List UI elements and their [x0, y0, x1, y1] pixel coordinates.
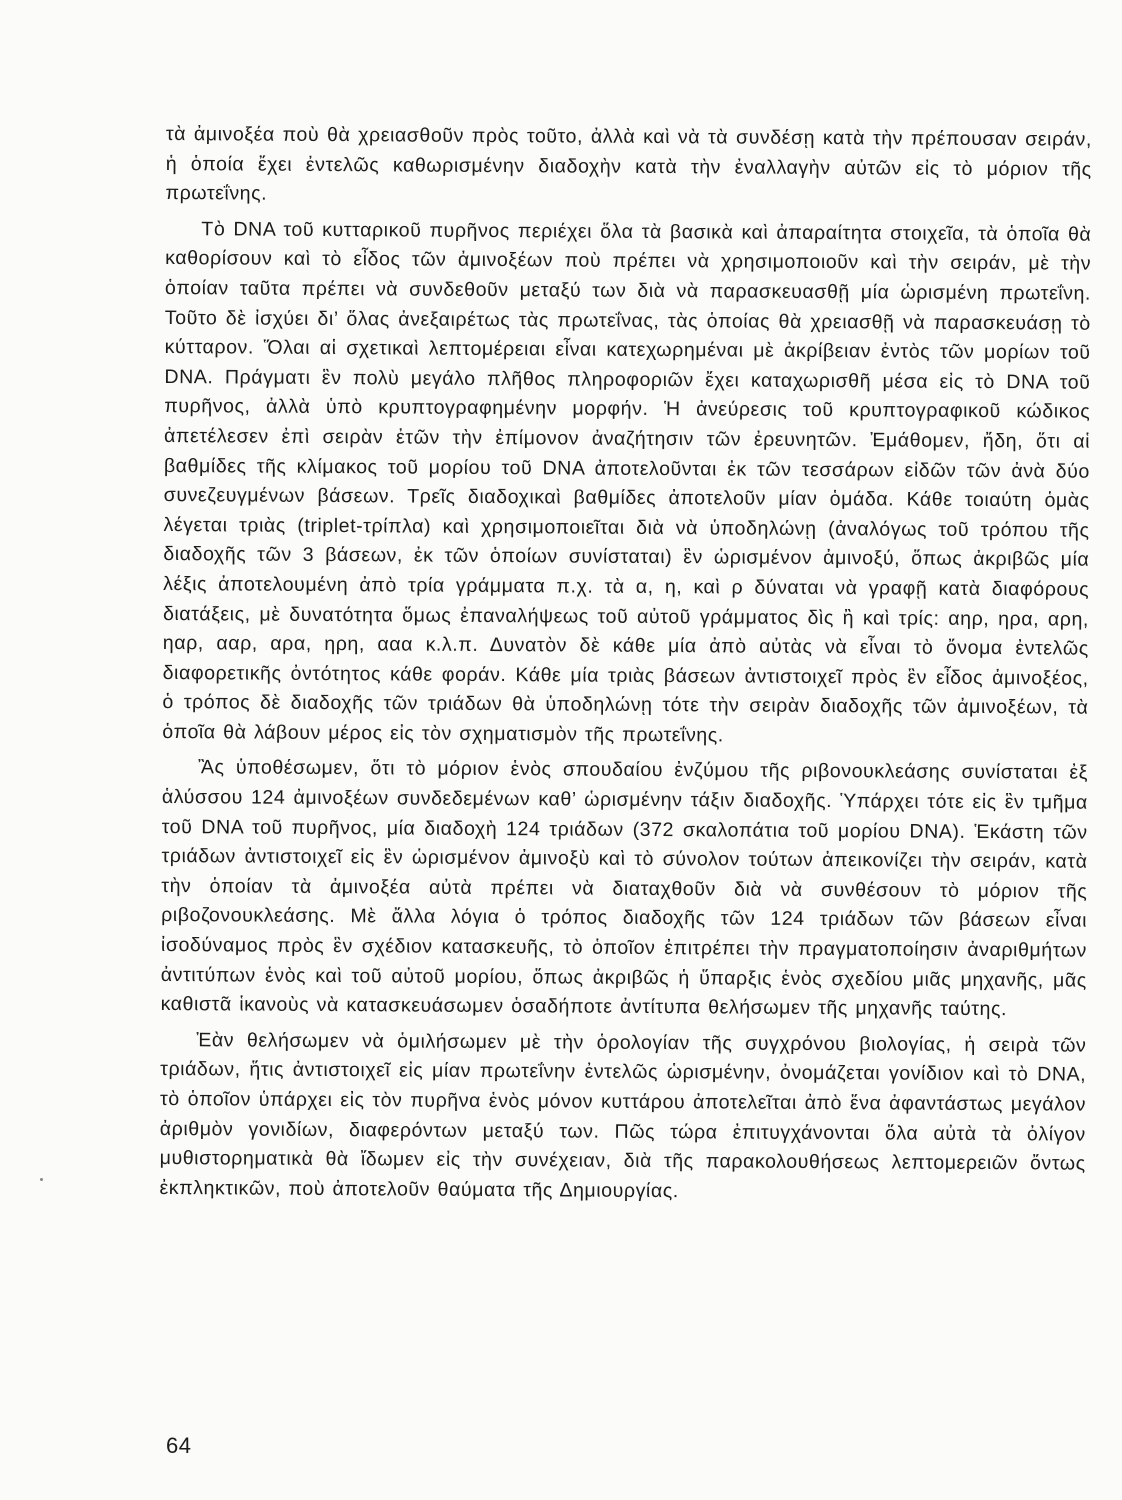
- paragraph-3: Ἂς ὑποθέσωμεν, ὅτι τὸ μόριον ἑνὸς σπουδαίου ἐνζύμου τῆς ριβονουκλεάσης συνίσταται ἐξ ἁλύσσου 124 ἀμινοξέων συνδεδεμένων καθ’ ὡρισμένην τάξιν διαδοχῆς. Ὑπάρχει τότε εἰς ἓν τμῆμα τοῦ DNA τοῦ πυρῆνος, μία διαδοχὴ 124 τριάδων (372 σκαλοπάτια τοῦ μορίου DNA). Ἑκάστη τῶν τριάδων ἀντιστοιχεῖ εἰς ἓν ὡρισμένον ἀμινοξὺ καὶ τὸ σύνολον τούτων ἀπεικονίζει τὴν σειράν, κατὰ τὴν ὁποίαν τὰ ἀμινοξέα αὐτὰ πρέπει νὰ διαταχθοῦν διὰ νὰ συνθέσουν τὸ μόριον τῆς ριβοζονουκλεάσης. Μὲ ἄλλα λόγια ὁ τρόπος διαδοχῆς τῶν 124 τριάδων τῶν βάσεων εἶναι ἰσοδύναμος πρὸς ἓν σχέδιον κατασκευῆς, τὸ ὁποῖον ἐπιτρέπει τὴν πραγματοποίησιν ἀναριθμήτων ἀντιτύπων ἑνὸς καὶ τοῦ αὐτοῦ μορίου, ὅπως ἀκριβῶς ἡ ὕπαρξις ἑνὸς σχεδίου μιᾶς μηχανῆς, μᾶς καθιστᾶ ἱκανοὺς νὰ κατασκευάσωμεν ὁσαδήποτε ἀντίτυπα θελήσωμεν τῆς μηχανῆς ταύτης.: [160, 756, 1089, 1021]
- paragraph-1: τὰ ἀμινοξέα ποὺ θὰ χρειασθοῦν πρὸς τοῦτο, ἀλλὰ καὶ νὰ τὰ συνδέσῃ κατὰ τὴν πρέπουσαν σειράν, ἡ ὁποία ἔχει ἐντελῶς καθωρισμένην διαδοχὴν κατὰ τὴν ἐναλλαγὴν αὐτῶν εἰς τὸ μόριον τῆς πρωτεΐνης.: [165, 122, 1092, 205]
- page-number: 64: [166, 1433, 192, 1458]
- body-text: [159, 120, 1092, 1215]
- paragraph-4: Ἐὰν θελήσωμεν νὰ ὁμιλήσωμεν μὲ τὴν ὁρολογίαν τῆς συγχρόνου βιολογίας, ἡ σειρὰ τῶν τριάδων, ἥτις ἀντιστοιχεῖ εἰς μίαν πρωτεΐνην ἐντελῶς ὡρισμένην, ὀνομάζεται γονίδιον καὶ τὸ DNA, τὸ ὁποῖον ὑπάρχει εἰς τὸν πυρῆνα ἑνὸς μόνον κυττάρου ἀποτελεῖται ἀπὸ ἕνα ἀφαντάστως μεγάλον ἀριθμὸν γονιδίων, διαφερόντων μεταξύ των. Πῶς τώρα ἐπιτυγχάνονται ὅλα αὐτὰ τὰ ὀλίγον μυθιστορηματικὰ θὰ ἴδωμεν εἰς τὴν συνέχειαν, διὰ τῆς παρακολουθήσεως λεπτομερειῶν ὄντως ἐκπληκτικῶν, ποὺ ἀποτελοῦν θαύματα τῆς Δημιουργίας.: [159, 1029, 1087, 1202]
- scan-speck: [40, 1178, 43, 1181]
- paragraph-2: Τὸ DNA τοῦ κυτταρικοῦ πυρῆνος περιέχει ὅλα τὰ βασικὰ καὶ ἀπαραίτητα στοιχεῖα, τὰ ὁποῖα θὰ καθορίσουν καὶ τὸ εἶδος τῶν ἀμινοξέων ποὺ πρέπει νὰ χρησιμοποιοῦν καὶ τὴν σειράν, μὲ τὴν ὁποίαν ταῦτα πρέπει νὰ συνδεθοῦν μεταξύ των διὰ νὰ παρασκευασθῇ μία ὡρισμένη πρωτεΐνη. Τοῦτο δὲ ἰσχύει δι’ ὅλας ἀνεξαιρέτως τὰς πρωτεΐνας, τὰς ὁποίας θὰ χρειασθῇ νὰ παρασκευάσῃ τὸ κύτταρον. Ὅλαι αἱ σχετικαὶ λεπτομέρειαι εἶναι κατεχωρημέναι μὲ ἀκρίβειαν ἐντὸς τῶν μορίων τοῦ DNA. Πράγματι ἓν πολὺ μεγάλο πλῆθος πληροφοριῶν ἔχει καταχωρισθῆ μέσα εἰς τὸ DNA τοῦ πυρῆνος, ἀλλὰ ὑπὸ κρυπτογραφημένην μορφήν. Ἡ ἀνεύρεσις τοῦ κρυπτογραφικοῦ κώδικος ἀπετέλεσεν ἐπὶ σειρὰν ἐτῶν τὴν ἐπίμονον ἀναζήτησιν τῶν ἐρευνητῶν. Ἐμάθομεν, ἤδη, ὅτι αἱ βαθμίδες τῆς κλίμακος τοῦ μορίου τοῦ DNA ἀποτελοῦνται ἐκ τῶν τεσσάρων εἰδῶν τῶν ἀνὰ δύο συνεζευγμένων βάσεων. Τρεῖς διαδοχικαὶ βαθμίδες ἀποτελοῦν μίαν ὁμάδα. Κάθε τοιαύτη ὁμὰς λέγεται τριὰς (triplet-τρίπλα) καὶ χρησιμοποιεῖται διὰ νὰ ὑποδηλώνῃ (ἀναλόγως τοῦ τρόπου τῆς διαδοχῆς τῶν 3 βάσεων, ἐκ τῶν ὁποίων συνίσταται) ἓν ὡρισμένον ἀμινοξύ, ὅπως ἀκριβῶς μία λέξις ἀποτελουμένη ἀπὸ τρία γράμματα π.χ. τὰ α, η, καὶ ρ δύναται νὰ γραφῇ κατὰ διαφόρους διατάξεις, μὲ δυνατότητα ὅμως ἐπαναλήψεως τοῦ αὐτοῦ γράμματος δὶς ἢ καὶ τρίς: αηρ, ηρα, αρη, ηαρ, ααρ, αρα, ηρη, ααα κ.λ.π. Δυνατὸν δὲ κάθε μία ἀπὸ αὐτὰς νὰ εἶναι τὸ ὄνομα ἐντελῶς διαφορετικῆς ὀντότητος κάθε φοράν. Κάθε μία τριὰς βάσεων ἀντιστοιχεῖ πρὸς ἓν εἶδος ἀμινοξέος, ὁ τρόπος δὲ διαδοχῆς τῶν τριάδων θὰ ὑποδηλώνῃ τότε τὴν σειρὰν διαδοχῆς τῶν ἀμινοξέων, τὰ ὁποῖα θὰ λάβουν μέρος εἰς τὸν σχηματισμὸν τῆς πρωτεΐνης.: [162, 217, 1092, 747]
